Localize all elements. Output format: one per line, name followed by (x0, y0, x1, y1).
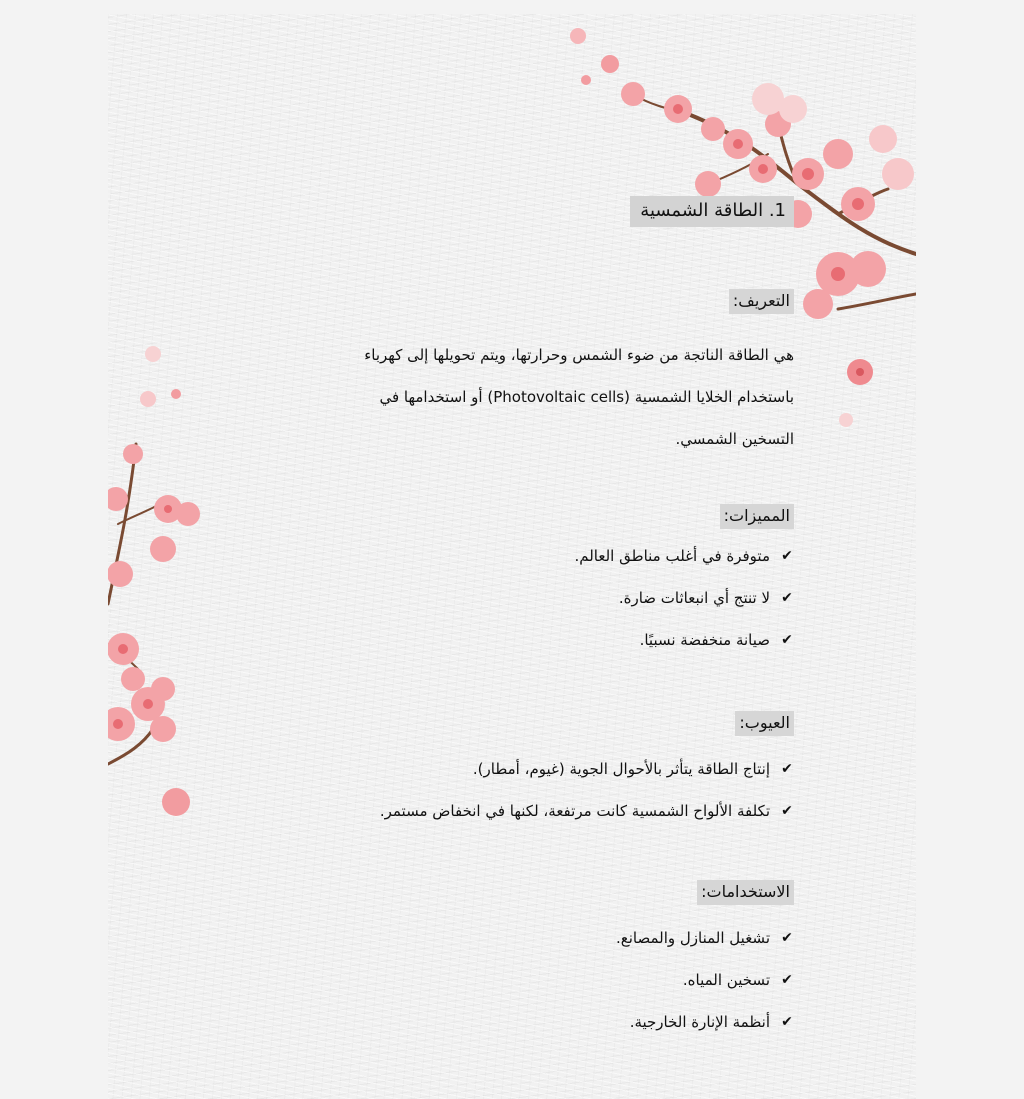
list-item-text: أنظمة الإنارة الخارجية. (629, 1013, 770, 1031)
list-item-text: إنتاج الطاقة يتأثر بالأحوال الجوية (غيوم، أمطار). (472, 760, 770, 778)
advantages-heading: المميزات: (720, 504, 794, 529)
document-page (108, 14, 916, 1099)
disadvantages-list (380, 748, 794, 832)
list-item (380, 748, 794, 790)
list-item (380, 790, 794, 832)
checkmark-icon: ✔ (781, 761, 793, 777)
list-item (616, 959, 794, 1001)
list-item-text: لا تنتج أي انبعاثات ضارة. (618, 589, 770, 607)
checkmark-icon: ✔ (781, 590, 793, 606)
checkmark-icon: ✔ (781, 972, 793, 988)
checkmark-icon: ✔ (781, 632, 793, 648)
list-item (574, 535, 794, 577)
definition-line: باستخدام الخلايا الشمسية (Photovoltaic cells) أو استخدامها في (379, 388, 794, 406)
checkmark-icon: ✔ (781, 1014, 793, 1030)
list-item-text: تسخين المياه. (682, 971, 770, 989)
uses-list (616, 917, 794, 1043)
advantages-list (574, 535, 794, 661)
uses-heading: الاستخدامات: (697, 880, 794, 905)
list-item (574, 577, 794, 619)
list-item (574, 619, 794, 661)
list-item-text: تكلفة الألواح الشمسية كانت مرتفعة، لكنها في انخفاض مستمر. (379, 802, 770, 820)
checkmark-icon: ✔ (781, 930, 793, 946)
disadvantages-heading: العيوب: (735, 711, 794, 736)
definition-line: هي الطاقة الناتجة من ضوء الشمس وحرارتها، ويتم تحويلها إلى كهرباء (364, 346, 794, 364)
cherry-blossom-icon (838, 344, 916, 444)
checkmark-icon: ✔ (781, 803, 793, 819)
cherry-blossom-icon (538, 14, 916, 344)
section-title: 1. الطاقة الشمسية (630, 196, 794, 227)
cherry-blossom-icon (108, 324, 218, 824)
list-item-text: متوفرة في أغلب مناطق العالم. (574, 547, 770, 565)
definition-line: التسخين الشمسي. (675, 430, 794, 448)
checkmark-icon: ✔ (781, 548, 793, 564)
definition-heading: التعريف: (729, 289, 794, 314)
list-item-text: صيانة منخفضة نسبيًا. (639, 631, 770, 649)
definition-paragraph (254, 334, 794, 460)
list-item-text: تشغيل المنازل والمصانع. (615, 929, 770, 947)
list-item (616, 1001, 794, 1043)
list-item (616, 917, 794, 959)
